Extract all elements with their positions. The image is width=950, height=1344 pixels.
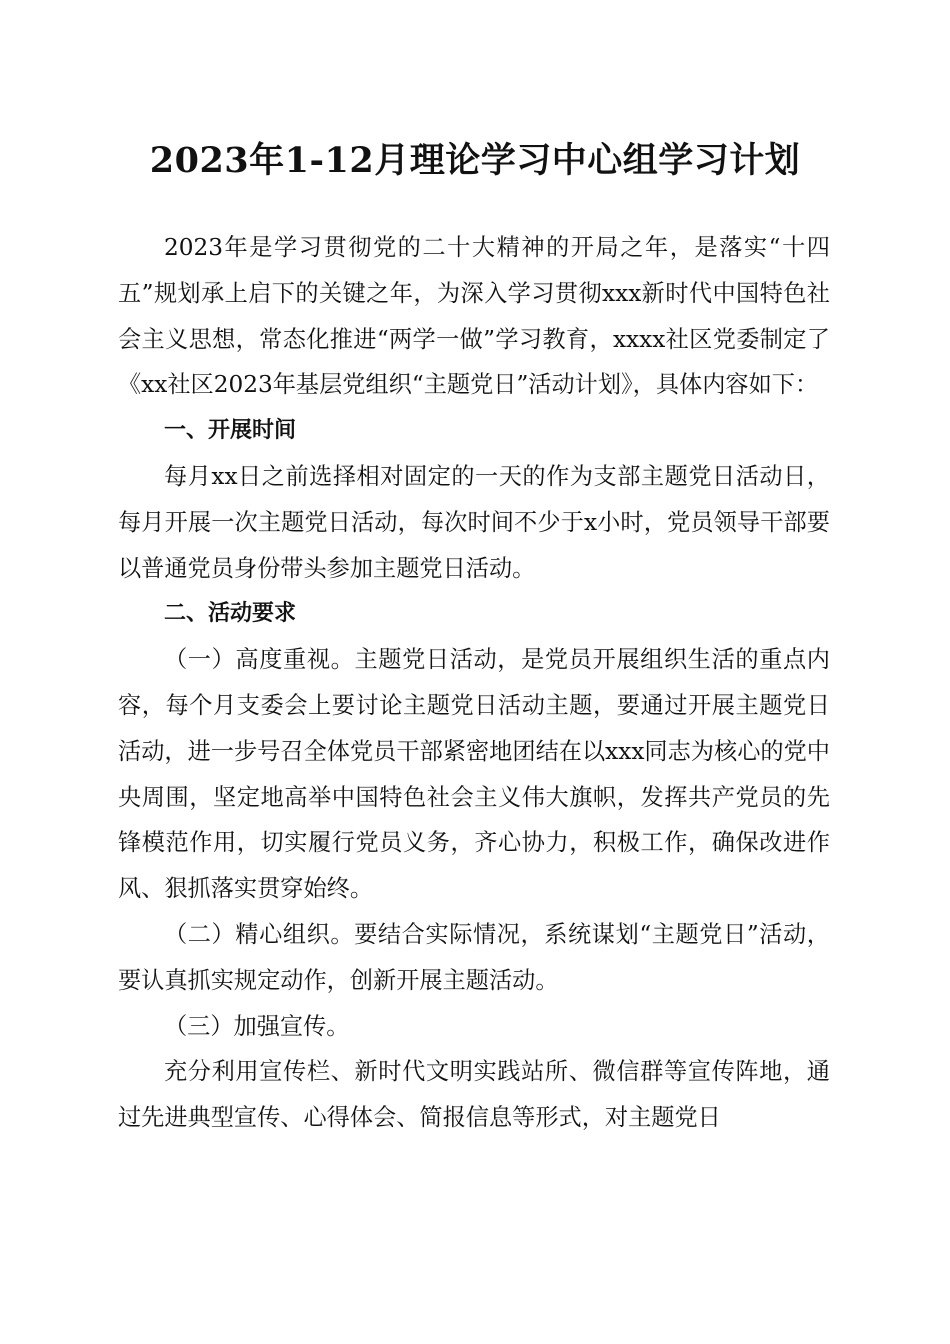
section-heading-requirements: 二、活动要求	[164, 601, 297, 627]
requirement-item-3-heading: （三）加强宣传。	[164, 1012, 350, 1040]
requirement-item-1: （一）高度重视。主题党日活动，是党员开展组织生活的重点内容，每个月支委会上要讨论主题党日活动主题，要通过开展主题党日活动，进一步号召全体党员干部紧密地团结在以xxx同志为核心的党中央周围，坚定地高举中国特色社会主义伟大旗帜，发挥共产党员的先锋模范作用，切实履行党员义务，齐心协力，积极工作，确保改进作风、狠抓落实贯穿始终。	[118, 646, 830, 903]
document-title: 2023年1-12月理论学习中心组学习计划	[149, 140, 801, 181]
section-time-paragraph: 每月xx日之前选择相对固定的一天的作为支部主题党日活动日，每月开展一次主题党日活动，每次时间不少于x小时，党员领导干部要以普通党员身份带头参加主题党日活动。	[118, 462, 830, 582]
requirement-item-3-paragraph: 充分利用宣传栏、新时代文明实践站所、微信群等宣传阵地，通过先进典型宣传、心得体会、简报信息等形式，对主题党日	[118, 1058, 830, 1132]
document-body	[118, 225, 830, 1141]
requirement-item-2: （二）精心组织。要结合实际情况，系统谋划“主题党日”活动，要认真抓实规定动作，创新开展主题活动。	[118, 920, 830, 994]
section-heading-time: 一、开展时间	[164, 418, 297, 444]
intro-paragraph: 2023年是学习贯彻党的二十大精神的开局之年，是落实“十四五”规划承上启下的关键之年，为深入学习贯彻xxx新时代中国特色社会主义思想，常态化推进“两学一做”学习教育，xxxx社区党委制定了《xx社区2023年基层党组织“主题党日”活动计划》，具体内容如下：	[118, 234, 830, 399]
